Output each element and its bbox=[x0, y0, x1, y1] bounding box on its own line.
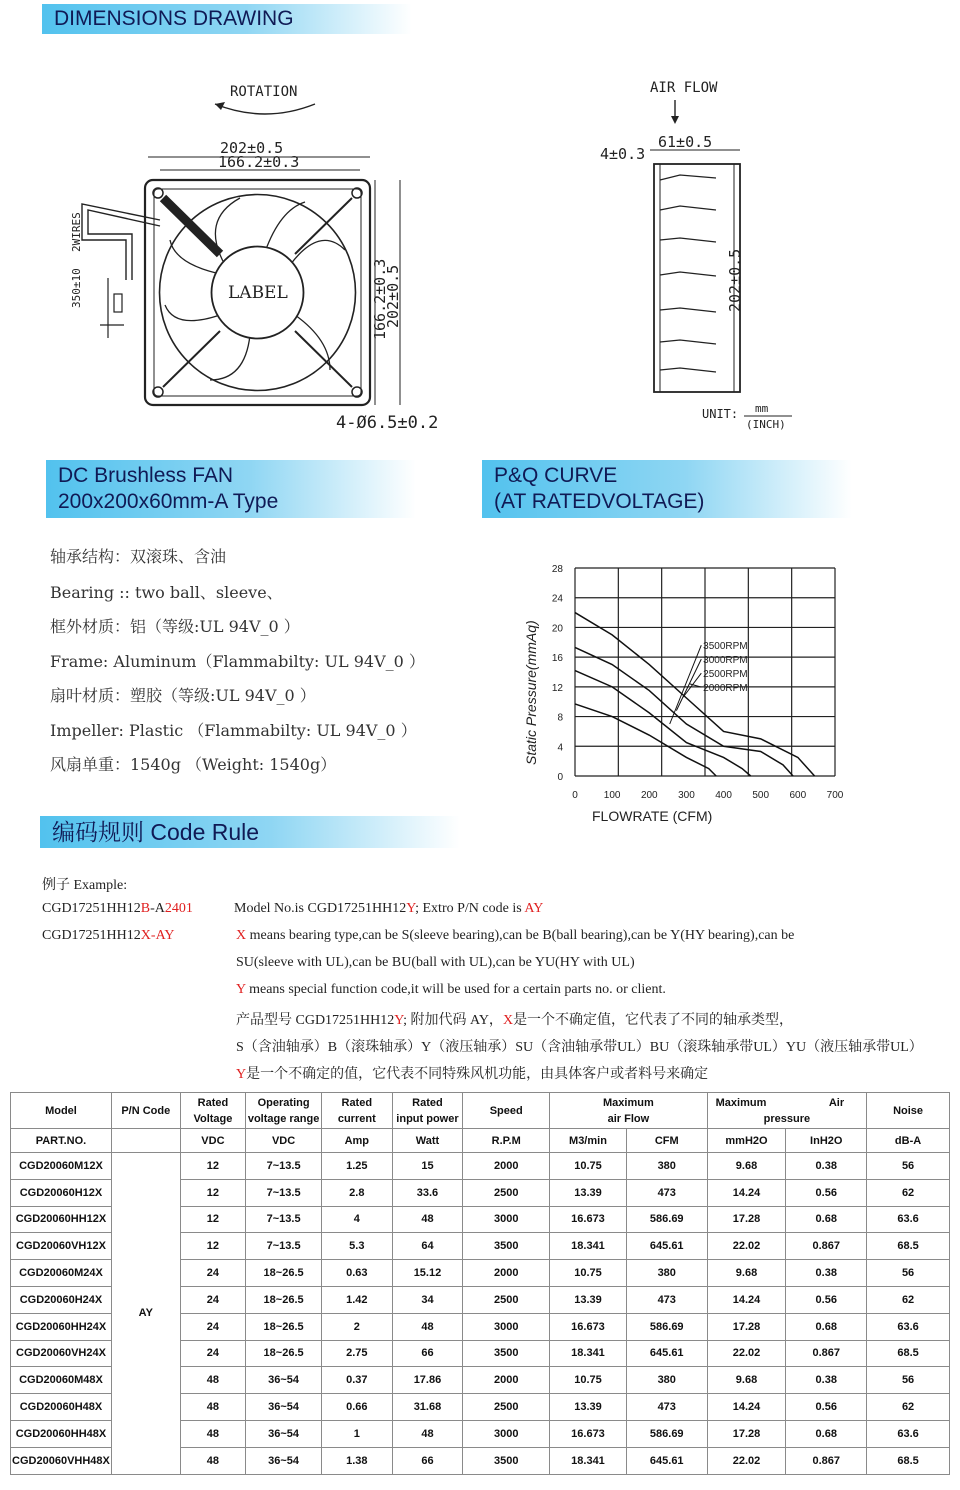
side-height-label: 202±0.5 bbox=[726, 248, 744, 312]
cell-current: 1.38 bbox=[321, 1447, 392, 1474]
cell-mmh2o: 14.24 bbox=[707, 1394, 786, 1421]
th-unit-m3min: M3/min bbox=[550, 1129, 627, 1153]
th-air-pressure-b: Air bbox=[828, 1097, 845, 1109]
rotation-label: ROTATION bbox=[230, 84, 298, 100]
model-line-ay: AY bbox=[524, 901, 544, 916]
cell-model: CGD20060HH48X bbox=[11, 1420, 112, 1447]
fan-front-drawing bbox=[0, 40, 480, 480]
x-tick-label: 600 bbox=[789, 790, 807, 801]
cell-power: 17.86 bbox=[392, 1367, 463, 1394]
air-flow-label: AIR FLOW bbox=[650, 80, 718, 96]
cell-m3min: 16.673 bbox=[550, 1206, 627, 1233]
cell-model: CGD20060H12X bbox=[11, 1179, 112, 1206]
fan-subtitle: 200x200x60mm-A Type bbox=[58, 490, 279, 513]
chart-legend bbox=[670, 641, 748, 724]
unit-inch: (INCH) bbox=[746, 418, 786, 431]
cell-op-range: 7~13.5 bbox=[246, 1179, 322, 1206]
cell-inh2o: 0.68 bbox=[786, 1420, 867, 1447]
cell-rated-voltage: 24 bbox=[180, 1260, 246, 1287]
spec-bearing-cn: 轴承结构：双滚珠、含油 bbox=[50, 547, 227, 566]
cell-op-range: 18~26.5 bbox=[246, 1340, 322, 1367]
th-unit-inh2o: InH2O bbox=[786, 1129, 867, 1153]
cell-op-range: 36~54 bbox=[246, 1367, 322, 1394]
fan-side-drawing bbox=[580, 70, 840, 470]
section-banner-code-rule bbox=[40, 816, 460, 848]
th-blank bbox=[111, 1129, 180, 1153]
cell-speed: 3500 bbox=[463, 1447, 550, 1474]
example-code-2 bbox=[42, 928, 175, 944]
cell-cfm: 586.69 bbox=[626, 1206, 707, 1233]
cell-inh2o: 0.56 bbox=[786, 1286, 867, 1313]
cn-line-1-x: X bbox=[502, 1013, 514, 1028]
cell-speed: 2000 bbox=[463, 1260, 550, 1287]
cell-power: 66 bbox=[392, 1340, 463, 1367]
cell-current: 1.25 bbox=[321, 1153, 392, 1180]
chart-y-label: Static Pressure(mmAq) bbox=[523, 620, 539, 765]
cell-power: 66 bbox=[392, 1447, 463, 1474]
x-tick-label: 100 bbox=[603, 790, 621, 801]
cell-op-range: 18~26.5 bbox=[246, 1313, 322, 1340]
cn-line-3-post: 是一个不确定的值，它代表不同特殊风机功能，由具体客户或者料号来确定 bbox=[246, 1067, 709, 1082]
cell-current: 1.42 bbox=[321, 1286, 392, 1313]
cell-cfm: 645.61 bbox=[626, 1340, 707, 1367]
code-rule-title: 编码规则 Code Rule bbox=[52, 819, 260, 845]
cell-cfm: 473 bbox=[626, 1179, 707, 1206]
cell-current: 2.75 bbox=[321, 1340, 392, 1367]
chart-lines bbox=[575, 613, 815, 776]
cell-cfm: 645.61 bbox=[626, 1447, 707, 1474]
cell-rated-voltage: 48 bbox=[180, 1420, 246, 1447]
cell-inh2o: 0.56 bbox=[786, 1394, 867, 1421]
spec-impeller-en: Impeller: Plastic （Flammabilty: UL 94V_0 ） bbox=[50, 721, 417, 740]
spec-table bbox=[10, 1092, 950, 1475]
th-speed: Speed bbox=[463, 1093, 550, 1129]
th-noise: Noise bbox=[867, 1093, 950, 1129]
cell-op-range: 36~54 bbox=[246, 1447, 322, 1474]
cn-line-3 bbox=[236, 1063, 708, 1083]
cell-power: 31.68 bbox=[392, 1394, 463, 1421]
cell-cfm: 473 bbox=[626, 1286, 707, 1313]
x-description bbox=[236, 928, 794, 944]
cell-model: CGD20060M12X bbox=[11, 1153, 112, 1180]
cn-line-1-post: 是一个不确定值，它代表了不同的轴承类型， bbox=[513, 1013, 794, 1028]
y-tick-label: 24 bbox=[551, 593, 563, 605]
cell-noise: 62 bbox=[867, 1286, 950, 1313]
example-code-1 bbox=[42, 901, 193, 917]
th-air-flow-a: Maximum bbox=[603, 1096, 654, 1109]
cell-noise: 62 bbox=[867, 1394, 950, 1421]
spec-weight: 风扇单重：1540g （Weight: 1540g） bbox=[50, 755, 337, 774]
cell-current: 5.3 bbox=[321, 1233, 392, 1260]
cell-rated-voltage: 12 bbox=[180, 1206, 246, 1233]
cell-rated-voltage: 12 bbox=[180, 1179, 246, 1206]
side-offset-label: 4±0.3 bbox=[600, 145, 646, 163]
cell-rated-voltage: 12 bbox=[180, 1153, 246, 1180]
cell-mmh2o: 17.28 bbox=[707, 1313, 786, 1340]
cell-m3min: 18.341 bbox=[550, 1340, 627, 1367]
model-line bbox=[234, 901, 543, 917]
y-tick-label: 12 bbox=[551, 682, 563, 694]
spec-frame-cn: 框外材质：铝（等级:UL 94V_0 ） bbox=[50, 617, 300, 636]
chart-x-label: FLOWRATE (CFM) bbox=[592, 808, 713, 824]
th-input-power-b: input power bbox=[396, 1112, 459, 1125]
th-input-power-a: Rated bbox=[412, 1096, 443, 1109]
cell-speed: 2000 bbox=[463, 1153, 550, 1180]
cell-noise: 63.6 bbox=[867, 1206, 950, 1233]
th-rated-voltage bbox=[180, 1093, 246, 1129]
cell-mmh2o: 14.24 bbox=[707, 1286, 786, 1313]
section-banner-dimensions bbox=[42, 4, 412, 34]
example-code-2-ay: -AY bbox=[150, 928, 175, 943]
x-tick-label: 0 bbox=[572, 790, 578, 801]
cell-noise: 68.5 bbox=[867, 1447, 950, 1474]
cell-speed: 2500 bbox=[463, 1286, 550, 1313]
cell-current: 0.37 bbox=[321, 1367, 392, 1394]
side-depth-label: 61±0.5 bbox=[658, 133, 713, 151]
cell-mmh2o: 22.02 bbox=[707, 1447, 786, 1474]
th-unit-vdc-1: VDC bbox=[180, 1129, 246, 1153]
cell-speed: 2000 bbox=[463, 1367, 550, 1394]
x-tick-label: 500 bbox=[752, 790, 770, 801]
cell-model: CGD20060HH12X bbox=[11, 1206, 112, 1233]
model-line-pre: Model No.is CGD17251HH12 bbox=[234, 901, 407, 916]
cell-power: 64 bbox=[392, 1233, 463, 1260]
wire-length-label: 350±10 bbox=[70, 268, 83, 308]
spec-frame-en: Frame: Aluminum（Flammabilty: UL 94V_0 ） bbox=[50, 652, 425, 671]
chart-y-ticks bbox=[552, 564, 564, 783]
cell-m3min: 13.39 bbox=[550, 1394, 627, 1421]
x-description-2: SU(sleeve with UL),can be BU(ball with UL),can be YU(HY with UL) bbox=[236, 955, 635, 970]
cell-noise: 56 bbox=[867, 1260, 950, 1287]
cell-model: CGD20060VH12X bbox=[11, 1233, 112, 1260]
th-op-range-b: voltage range bbox=[247, 1112, 320, 1125]
cell-m3min: 18.341 bbox=[550, 1233, 627, 1260]
table-header-row bbox=[11, 1093, 950, 1129]
cell-current: 1 bbox=[321, 1420, 392, 1447]
legend-label: 2000RPM bbox=[703, 683, 748, 695]
x-tick-label: 300 bbox=[678, 790, 695, 801]
cn-line-2: S（含油轴承）B（滚珠轴承）Y（液压轴承）SU（含油轴承带UL）BU（滚珠轴承带UL）YU（液压轴承带UL） bbox=[236, 1040, 923, 1055]
cell-inh2o: 0.38 bbox=[786, 1153, 867, 1180]
section-banner-fan bbox=[46, 460, 416, 518]
cell-speed: 2500 bbox=[463, 1179, 550, 1206]
wires-label: 2WIRES bbox=[70, 212, 83, 252]
cell-op-range: 36~54 bbox=[246, 1420, 322, 1447]
cell-inh2o: 0.867 bbox=[786, 1447, 867, 1474]
label-text: LABEL bbox=[228, 283, 288, 303]
cell-rated-voltage: 24 bbox=[180, 1340, 246, 1367]
cell-m3min: 16.673 bbox=[550, 1313, 627, 1340]
x-tick-label: 400 bbox=[715, 790, 732, 801]
cell-mmh2o: 9.68 bbox=[707, 1260, 786, 1287]
dim-outer-side: 202±0.5 bbox=[384, 264, 402, 328]
cn-line-1 bbox=[236, 1009, 793, 1029]
y-tick-label: 20 bbox=[551, 623, 563, 635]
th-air-pressure bbox=[707, 1093, 867, 1129]
cell-op-range: 18~26.5 bbox=[246, 1260, 322, 1287]
y-letter: Y bbox=[236, 982, 246, 997]
cell-inh2o: 0.38 bbox=[786, 1260, 867, 1287]
cell-m3min: 13.39 bbox=[550, 1286, 627, 1313]
cell-rated-voltage: 24 bbox=[180, 1286, 246, 1313]
th-unit-vdc-2: VDC bbox=[246, 1129, 322, 1153]
cell-model: CGD20060H24X bbox=[11, 1286, 112, 1313]
table-body bbox=[11, 1153, 950, 1475]
cell-cfm: 586.69 bbox=[626, 1420, 707, 1447]
series-line bbox=[575, 704, 716, 776]
cell-pn-code: AY bbox=[111, 1153, 180, 1475]
model-line-mid: ; Extro P/N code is bbox=[415, 901, 525, 916]
cell-mmh2o: 17.28 bbox=[707, 1420, 786, 1447]
cell-m3min: 10.75 bbox=[550, 1260, 627, 1287]
cell-inh2o: 0.38 bbox=[786, 1367, 867, 1394]
y-tick-label: 4 bbox=[557, 742, 563, 754]
cell-model: CGD20060VHH48X bbox=[11, 1447, 112, 1474]
example-code-2-base: CGD17251HH12 bbox=[42, 928, 141, 943]
y-desc-text: means special function code,it will be used for a certain parts no. or client. bbox=[245, 982, 666, 997]
pq-title: P&Q CURVE bbox=[494, 464, 618, 487]
cell-speed: 2500 bbox=[463, 1394, 550, 1421]
cell-noise: 56 bbox=[867, 1153, 950, 1180]
legend-leader bbox=[683, 673, 701, 697]
x-tick-label: 700 bbox=[826, 790, 844, 801]
th-unit-mmh2o: mmH2O bbox=[707, 1129, 786, 1153]
cell-rated-voltage: 48 bbox=[180, 1367, 246, 1394]
cell-m3min: 10.75 bbox=[550, 1367, 627, 1394]
cell-power: 34 bbox=[392, 1286, 463, 1313]
cell-mmh2o: 17.28 bbox=[707, 1206, 786, 1233]
cell-op-range: 18~26.5 bbox=[246, 1286, 322, 1313]
cell-op-range: 36~54 bbox=[246, 1394, 322, 1421]
section-banner-pq bbox=[482, 460, 852, 518]
legend-label: 3500RPM bbox=[703, 641, 748, 653]
th-unit-watt: Watt bbox=[392, 1129, 463, 1153]
th-unit-rpm: R.P.M bbox=[463, 1129, 550, 1153]
unit-mm: mm bbox=[755, 402, 769, 415]
dim-inner-side: 166.2±0.3 bbox=[371, 258, 389, 340]
cell-rated-voltage: 48 bbox=[180, 1447, 246, 1474]
cell-inh2o: 0.68 bbox=[786, 1206, 867, 1233]
pq-curve-chart bbox=[500, 550, 900, 840]
th-rated-voltage-a: Rated bbox=[197, 1096, 229, 1109]
th-air-flow-b: air Flow bbox=[607, 1112, 650, 1125]
section-title: DIMENSIONS DRAWING bbox=[54, 7, 294, 30]
cell-power: 48 bbox=[392, 1313, 463, 1340]
cell-mmh2o: 22.02 bbox=[707, 1340, 786, 1367]
th-unit-dba: dB-A bbox=[867, 1129, 950, 1153]
legend-leader bbox=[676, 659, 701, 710]
cell-rated-voltage: 12 bbox=[180, 1233, 246, 1260]
y-tick-label: 0 bbox=[557, 772, 563, 783]
cell-inh2o: 0.68 bbox=[786, 1313, 867, 1340]
cell-speed: 3000 bbox=[463, 1313, 550, 1340]
th-unit-cfm: CFM bbox=[626, 1129, 707, 1153]
fan-title: DC Brushless FAN bbox=[58, 464, 234, 487]
th-op-range-a: Operating bbox=[257, 1096, 310, 1109]
th-air-pressure-a: Maximum bbox=[715, 1097, 767, 1109]
cell-noise: 68.5 bbox=[867, 1233, 950, 1260]
example-code-1-dash: -A bbox=[150, 901, 165, 916]
cell-current: 2 bbox=[321, 1313, 392, 1340]
th-rated-voltage-b: Voltage bbox=[193, 1112, 233, 1125]
cell-speed: 3500 bbox=[463, 1233, 550, 1260]
cell-m3min: 13.39 bbox=[550, 1179, 627, 1206]
cell-power: 48 bbox=[392, 1420, 463, 1447]
cell-cfm: 380 bbox=[626, 1260, 707, 1287]
cell-speed: 3000 bbox=[463, 1420, 550, 1447]
cell-power: 15 bbox=[392, 1153, 463, 1180]
cell-model: CGD20060M48X bbox=[11, 1367, 112, 1394]
legend-label: 2500RPM bbox=[703, 669, 748, 681]
cell-op-range: 7~13.5 bbox=[246, 1153, 322, 1180]
cell-noise: 56 bbox=[867, 1367, 950, 1394]
th-input-power bbox=[392, 1093, 463, 1129]
th-op-range bbox=[246, 1093, 322, 1129]
y-tick-label: 28 bbox=[551, 564, 563, 575]
cell-mmh2o: 22.02 bbox=[707, 1233, 786, 1260]
y-tick-label: 16 bbox=[551, 653, 563, 665]
cn-line-1-y: Y bbox=[394, 1013, 404, 1028]
y-description bbox=[236, 982, 666, 998]
example-code-2-x: X bbox=[140, 928, 151, 943]
cell-cfm: 645.61 bbox=[626, 1233, 707, 1260]
cell-op-range: 7~13.5 bbox=[246, 1233, 322, 1260]
cn-line-1-mid: ; 附加代码 AY， bbox=[403, 1013, 503, 1028]
cell-m3min: 18.341 bbox=[550, 1447, 627, 1474]
x-desc-text: means bearing type,can be S(sleeve bearing),can be B(ball bearing),can be Y(HY bearing),can be bbox=[246, 928, 795, 943]
cell-cfm: 586.69 bbox=[626, 1313, 707, 1340]
unit-label: UNIT: bbox=[702, 407, 739, 421]
holes-label: 4-Ø6.5±0.2 bbox=[336, 413, 439, 433]
cell-rated-voltage: 24 bbox=[180, 1313, 246, 1340]
spec-impeller-cn: 扇叶材质：塑胶（等级:UL 94V_0 ） bbox=[50, 686, 316, 705]
table-row bbox=[11, 1153, 950, 1180]
cell-model: CGD20060VH24X bbox=[11, 1340, 112, 1367]
cn-line-3-y: Y bbox=[236, 1067, 247, 1082]
cell-noise: 68.5 bbox=[867, 1340, 950, 1367]
cell-noise: 62 bbox=[867, 1179, 950, 1206]
cell-model: CGD20060HH24X bbox=[11, 1313, 112, 1340]
cell-power: 33.6 bbox=[392, 1179, 463, 1206]
cell-power: 15.12 bbox=[392, 1260, 463, 1287]
th-unit-amp: Amp bbox=[321, 1129, 392, 1153]
pq-subtitle: (AT RATEDVOLTAGE) bbox=[494, 490, 705, 513]
cell-current: 2.8 bbox=[321, 1179, 392, 1206]
chart-x-ticks bbox=[572, 790, 844, 801]
cell-power: 48 bbox=[392, 1206, 463, 1233]
example-code-1-base: CGD17251HH12 bbox=[42, 901, 141, 916]
dim-outer-top: 202±0.5 bbox=[220, 139, 284, 157]
cell-current: 0.63 bbox=[321, 1260, 392, 1287]
cell-mmh2o: 14.24 bbox=[707, 1179, 786, 1206]
cell-speed: 3000 bbox=[463, 1206, 550, 1233]
cell-mmh2o: 9.68 bbox=[707, 1153, 786, 1180]
x-letter: X bbox=[236, 928, 247, 943]
series-line bbox=[575, 613, 815, 776]
cell-speed: 3500 bbox=[463, 1340, 550, 1367]
cell-cfm: 380 bbox=[626, 1367, 707, 1394]
x-tick-label: 200 bbox=[640, 790, 658, 801]
cell-mmh2o: 9.68 bbox=[707, 1367, 786, 1394]
dim-inner-top: 166.2±0.3 bbox=[218, 153, 300, 171]
cn-line-1-pre: 产品型号 CGD17251HH12 bbox=[236, 1013, 395, 1028]
cell-cfm: 380 bbox=[626, 1153, 707, 1180]
cell-op-range: 7~13.5 bbox=[246, 1206, 322, 1233]
model-line-y: Y bbox=[406, 901, 416, 916]
cell-noise: 63.6 bbox=[867, 1313, 950, 1340]
example-code-1-b: B bbox=[140, 901, 151, 916]
cell-cfm: 473 bbox=[626, 1394, 707, 1421]
cell-inh2o: 0.867 bbox=[786, 1340, 867, 1367]
y-tick-label: 8 bbox=[557, 712, 563, 724]
cell-rated-voltage: 48 bbox=[180, 1394, 246, 1421]
cell-inh2o: 0.867 bbox=[786, 1233, 867, 1260]
th-pn-code: P/N Code bbox=[111, 1093, 180, 1129]
example-label: 例子 Example: bbox=[42, 878, 128, 893]
cell-model: CGD20060H48X bbox=[11, 1394, 112, 1421]
example-code-1-num: 2401 bbox=[164, 901, 193, 916]
cell-noise: 63.6 bbox=[867, 1420, 950, 1447]
th-part-no: PART.NO. bbox=[11, 1129, 112, 1153]
th-air-pressure-c: pressure bbox=[763, 1113, 811, 1125]
th-rated-current: Rated current bbox=[321, 1093, 392, 1129]
spec-bearing-en: Bearing :: two ball、sleeve、 bbox=[50, 583, 283, 602]
cell-current: 0.66 bbox=[321, 1394, 392, 1421]
cell-m3min: 16.673 bbox=[550, 1420, 627, 1447]
cell-m3min: 10.75 bbox=[550, 1153, 627, 1180]
cell-current: 4 bbox=[321, 1206, 392, 1233]
th-model: Model bbox=[11, 1093, 112, 1129]
cell-model: CGD20060M24X bbox=[11, 1260, 112, 1287]
legend-label: 3000RPM bbox=[703, 655, 748, 667]
table-unit-row bbox=[11, 1129, 950, 1153]
th-air-flow bbox=[550, 1093, 708, 1129]
cell-inh2o: 0.56 bbox=[786, 1179, 867, 1206]
